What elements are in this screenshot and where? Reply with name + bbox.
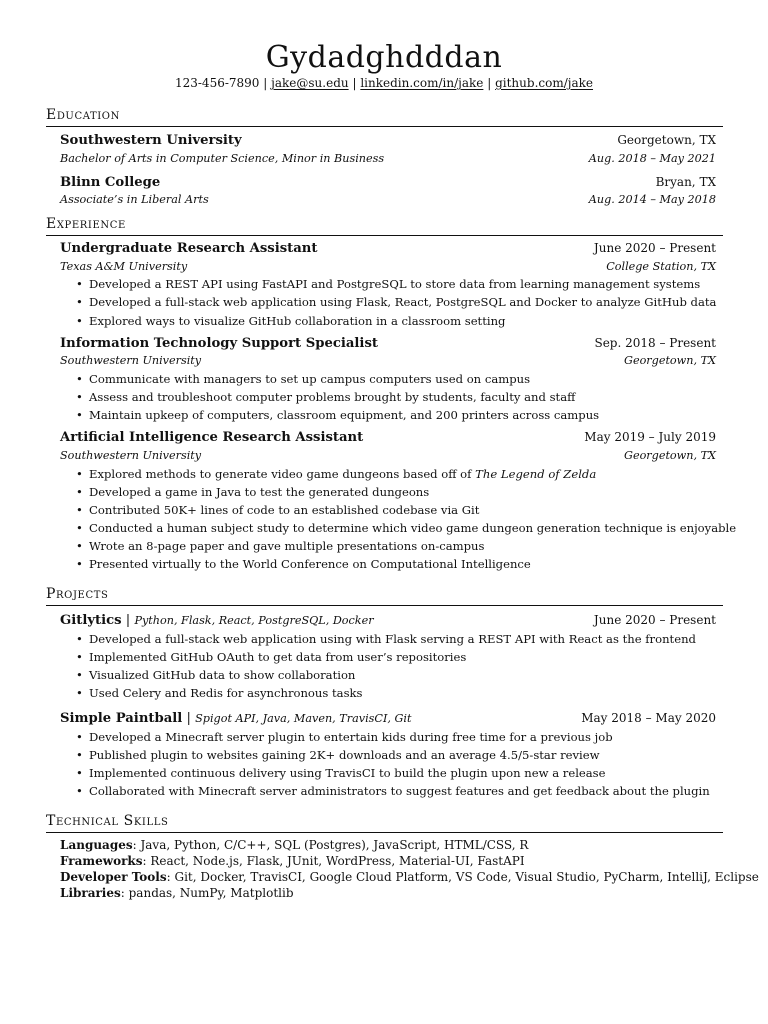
job-location: Georgetown, TX [624,449,716,462]
project-tech: Spigot API, Java, Maven, TravisCI, Git [195,712,412,725]
bullet-item: • Visualized GitHub data to show collaboration [89,667,729,683]
bullet-item: • Developed a REST API using FastAPI and PostgreSQL to store data from learning management systems [89,276,729,292]
skill-value: : React, Node.js, Flask, JUnit, WordPress, Material-UI, FastAPI [142,854,525,868]
job-header [60,335,716,352]
bullet-item: • Wrote an 8-page paper and gave multiple presentations on-campus [89,538,729,554]
project-header: Simple Paintball | Spigot API, Java, Maven, TravisCI, Git May 2018 – May 2020 [60,711,716,726]
bullet-item: • Developed a Minecraft server plugin to entertain kids during free time for a previous job [89,729,729,745]
bullet-item: • Explored ways to visualize GitHub collaboration in a classroom setting [89,313,729,329]
skill-key: Frameworks [60,854,143,868]
bullet-item: • Developed a game in Java to test the generated dungeons [89,484,729,500]
education-dates: Aug. 2018 – May 2021 [588,152,716,165]
job-dates: June 2020 – Present [593,241,716,255]
bullet-item: • Presented virtually to the World Conference on Computational Intelligence [89,556,729,572]
contact-line: 123-456-7890 | jake@su.edu | linkedin.com/in/jake | github.com/jake [174,76,594,90]
skill-value: : Java, Python, C/C++, SQL (Postgres), JavaScript, HTML/CSS, R [132,838,529,852]
skill-value: : pandas, NumPy, Matplotlib [120,886,294,900]
bullet-item: • Published plugin to websites gaining 2K+ downloads and an average 4.5/5-star review [89,747,729,763]
bullet-item: • Used Celery and Redis for asynchronous tasks [89,685,729,701]
job-header [60,429,716,446]
skill-value: : Git, Docker, TravisCI, Google Cloud Platform, VS Code, Visual Studio, PyCharm, IntelliJ, Eclipse [166,870,759,884]
bullet-item: • Maintain upkeep of computers, classroom equipment, and 200 printers across campus [89,407,729,423]
skill-key: Languages [60,838,133,852]
job-org-row [60,258,716,275]
job-org: Texas A&M University [60,260,188,273]
email-link[interactable]: jake@su.edu [271,76,349,90]
github-link[interactable]: github.com/jake [495,76,594,90]
job-location: College Station, TX [606,260,716,273]
school-name: Southwestern University [60,133,242,148]
job-header [60,240,716,257]
project-header: Gitlytics | Python, Flask, React, PostgreSQL, Docker June 2020 – Present [60,613,716,628]
job-location: Georgetown, TX [624,354,716,367]
bullet-item: • Developed a full-stack web application using Flask, React, PostgreSQL and Docker to analyze GitHub data [89,294,729,310]
section-title-education: Education [46,107,723,127]
project-dates: May 2018 – May 2020 [581,711,716,725]
bullet-item: • Explored methods to generate video game dungeons based off of The Legend of Zelda [89,466,729,482]
linkedin-link[interactable]: linkedin.com/in/jake [360,76,484,90]
phone: 123-456-7890 [174,76,260,90]
book-title: The Legend of Zelda [475,467,597,481]
job-org: Southwestern University [60,449,202,462]
bullet-item: • Implemented continuous delivery using TravisCI to build the plugin upon new a release [89,765,729,781]
section-title-projects: Projects [46,586,723,606]
section-title-experience: Experience [46,216,723,236]
skill-key: Developer Tools [60,870,167,884]
resume-name: Gydadghdddan [265,40,503,75]
school-name: Blinn College [60,175,161,190]
bullet-item: • Assess and troubleshoot computer problems brought by students, faculty and staff [89,389,729,405]
education-row [60,132,716,149]
bullet-item: • Collaborated with Minecraft server administrators to suggest features and get feedback about the plugin [89,783,729,799]
job-org-row [60,447,716,464]
project-tech: Python, Flask, React, PostgreSQL, Docker [134,614,374,627]
job-dates: May 2019 – July 2019 [584,430,716,444]
skill-line [60,869,759,885]
bullet-item: • Developed a full-stack web application using with Flask serving a REST API with React as the frontend [89,631,729,647]
project-name: Simple Paintball [60,711,183,726]
school-location: Bryan, TX [655,175,716,189]
bullet-item: • Contributed 50K+ lines of code to an established codebase via Git [89,502,729,518]
education-detail-row [60,191,716,208]
job-title: Artificial Intelligence Research Assistant [60,430,364,445]
project-name: Gitlytics [60,613,122,628]
bullet-item: • Implemented GitHub OAuth to get data from user’s repositories [89,649,729,665]
education-dates: Aug. 2014 – May 2018 [588,193,716,206]
skill-line [60,837,720,853]
job-title: Undergraduate Research Assistant [60,241,318,256]
bullet-item: • Conducted a human subject study to determine which video game dungeon generation technique is enjoyable [89,520,729,536]
project-dates: June 2020 – Present [593,613,716,627]
degree: Associate’s in Liberal Arts [60,193,209,206]
job-dates: Sep. 2018 – Present [594,336,716,350]
skill-key: Libraries [60,886,121,900]
job-org: Southwestern University [60,354,202,367]
section-title-skills: Technical Skills [46,813,723,833]
skill-line [60,885,720,901]
degree: Bachelor of Arts in Computer Science, Minor in Business [60,152,385,165]
job-org-row [60,352,716,369]
education-row [60,174,716,191]
job-title: Information Technology Support Specialist [60,336,378,351]
education-detail-row [60,150,716,167]
skill-line [60,853,720,869]
bullet-item: • Communicate with managers to set up campus computers used on campus [89,371,729,387]
school-location: Georgetown, TX [617,133,716,147]
